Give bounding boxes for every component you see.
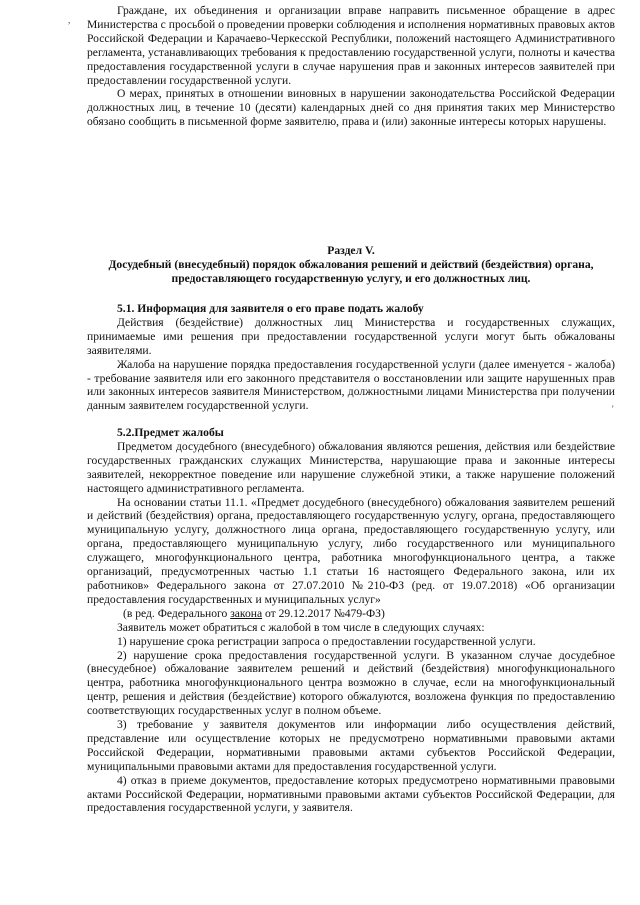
section-header [87,244,615,286]
section-number: Раздел V. [327,244,375,257]
paragraph: Предметом досудебного (внесудебного) обжалования являются решения, действия или бездействие государственных гражданских служащих Министерства, нарушающие права и законные интересы заявителей, некорректное поведение или нарушение служебной этики, а также нарушение положений настоящего административного регламента. [87,439,615,495]
section-title: Досудебный (внесудебный) порядок обжалования решений и действий (бездействия) органа, предоставляющего государственную услугу, и его должностных лиц. [108,257,594,285]
margin-mark: , [68,15,71,25]
margin-mark: ' [612,404,614,414]
subsection-heading: 5.1. Информация для заявителя о его праве подать жалобу [117,302,424,315]
subsection-5-2 [87,426,615,815]
list-item: 3) требование у заявителя документов или информации либо осуществления действий, представление или осуществление которых не предусмотрено нормативными правовыми актами Российской Федерации, нормативными правовыми актами субъектов Российской Федерации, муниципальными правовыми актами для предоставления государственной услуги. [87,718,615,773]
paragraph: Жалоба на нарушение порядка предоставления государственной услуги (далее именуется - жалоба) - требование заявителя или его законного представителя о восстановлении или защите нарушенных прав или законных интересов заявителя Министерством, должностными лицами Министерства при получении данным заявителем государственной услуги. [87,357,615,413]
intro-block [87,4,615,129]
law-link[interactable]: закона [230,606,263,620]
paragraph: На основании статьи 11.1. «Предмет досудебного (внесудебного) обжалования заявителем решений и действий (бездействия) органа, предоставляющего государственную услугу, органа, предоставляющего муниципальную услугу, должностного лица органа, предоставляющего государственную услугу, или органа, предоставляющего муниципальную услугу, либо государственного или муниципального служащего, многофункционального центра, работника многофункционального центра, а также организаций, предусмотренных частью 1.1 статьи 16 настоящего Федерального закона, или их работников» Федерального закона от 27.07.2010 №210-ФЗ (ред. от 19.07.2018) «Об организации предоставления государственных и муниципальных услуг» [87,495,615,606]
paragraph: Заявитель может обратиться с жалобой в том числе в следующих случаях: [117,620,485,634]
subsection-5-1 [87,302,615,413]
amendment-note: (в ред. Федерального закона от 29.12.2017 №479-ФЗ) [123,606,385,620]
list-item: 1) нарушение срока регистрации запроса о предоставлении государственной услуги. [117,634,536,648]
paragraph: О мерах, принятых в отношении виновных в нарушении законодательства Российской Федерации должностных лиц, в течение 10 (десяти) календарных дней со дня принятия таких мер Министерство обязано сообщить в письменной форме заявителю, права и (или) законные интересы которых нарушены. [87,87,615,129]
list-item: 4) отказ в приеме документов, предоставление которых предусмотрено нормативными правовыми актами Российской Федерации, нормативными правовыми актами субъектов Российской Федерации, для предоставления государственной услуги, у заявителя. [87,773,615,815]
paragraph: Граждане, их объединения и организации вправе направить письменное обращение в адрес Министерства с просьбой о проведении проверки соблюдения и исполнения нормативных правовых актов Российской Федерации и Карачаево-Черкесской Республики, положений настоящего Административного регламента, устанавливающих требования к предоставлению государственной услуги, полноты и качества предоставления государственной услуги в случае нарушения прав и законных интересов заявителей при предоставлении государственной услуги. [87,4,615,87]
list-item: 2) нарушение срока предоставления государственной услуги. В указанном случае досудебное (внесудебное) обжалование заявителем решений и действий (бездействия) многофункционального центра, работника многофункционального центра возможно в случае, если на многофункциональный центр, решения и действия (бездействие) которого обжалуются, возложена функция по предоставлению соответствующих государственных услуг в полном объеме. [87,648,615,718]
paragraph: Действия (бездействие) должностных лиц Министерства и государственных служащих, принимаемые ими решения при предоставлении государственной услуги могут быть обжалованы заявителями. [87,315,615,357]
subsection-heading: 5.2.Предмет жалобы [117,426,224,439]
